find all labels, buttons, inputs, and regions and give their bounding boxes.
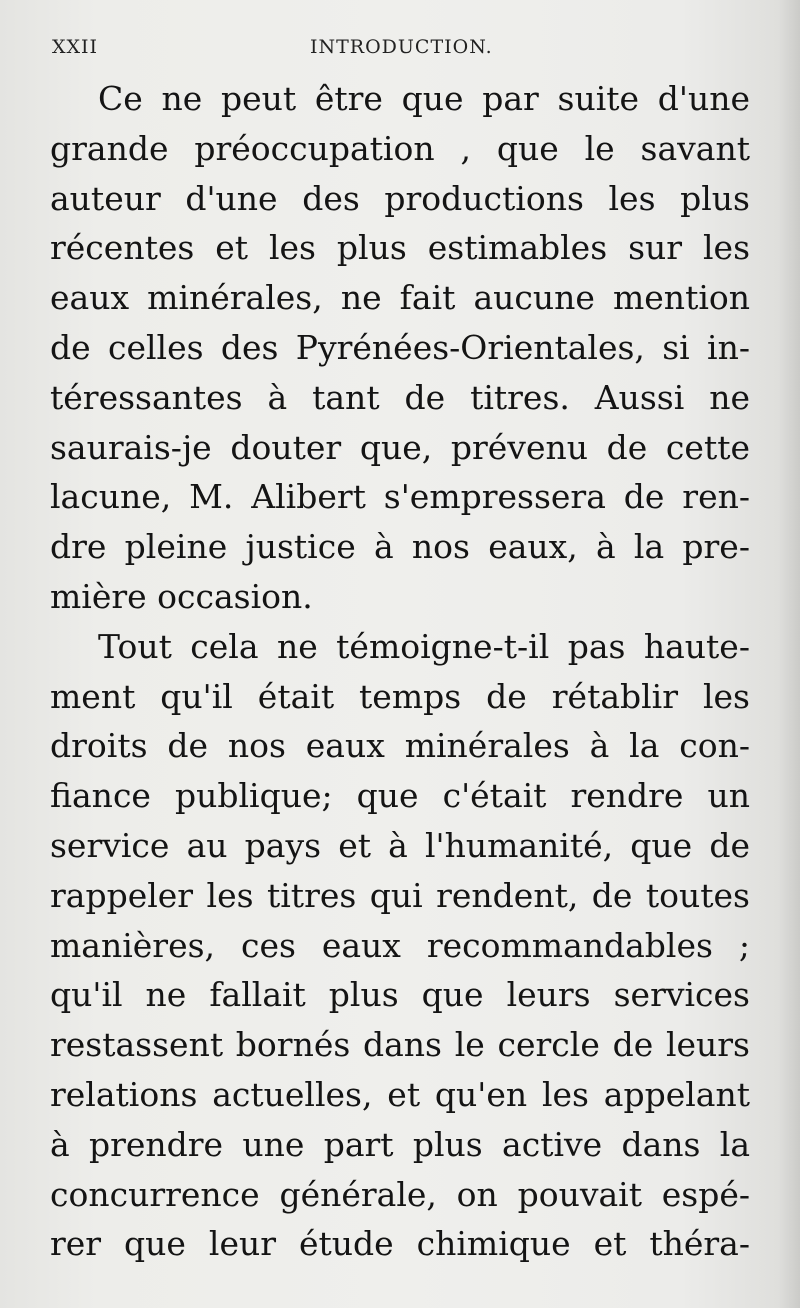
- text-line: rappeler les titres qui rendent, de toutes: [50, 875, 750, 915]
- text-line: service au pays et à l'humanité, que de: [50, 825, 750, 865]
- text-line: ment qu'il était temps de rétablir les: [50, 676, 750, 716]
- text-line: fiance publique; que c'était rendre un: [50, 776, 750, 816]
- text-line: droits de nos eaux minérales à la con-: [50, 726, 750, 766]
- text-line: de celles des Pyrénées-Orientales, si in-: [50, 327, 750, 367]
- text-line: concurrence générale, on pouvait espé-: [50, 1174, 750, 1214]
- text-line: rer que leur étude chimique et théra-: [50, 1224, 750, 1264]
- text-line: récentes et les plus estimables sur les: [50, 228, 750, 268]
- text-line: lacune, M. Alibert s'empressera de ren-: [50, 477, 750, 517]
- text-line: saurais-je douter que, prévenu de cette: [50, 427, 750, 467]
- text-line: auteur d'une des productions les plus: [50, 178, 750, 218]
- text-line: Ce ne peut être que par suite d'une: [98, 79, 750, 118]
- text-line: mière occasion.: [50, 576, 313, 616]
- page-edge-shadow: [778, 0, 800, 1308]
- text-line: grande préoccupation , que le savant: [50, 128, 750, 168]
- text-line: téressantes à tant de titres. Aussi ne: [50, 377, 750, 417]
- text-line: Tout cela ne témoigne-t-il pas haute-: [98, 626, 750, 666]
- page-number: XXII: [52, 36, 99, 58]
- text-line: qu'il ne fallait plus que leurs services: [50, 975, 750, 1015]
- text-line: relations actuelles, et qu'en les appelant: [50, 1074, 750, 1114]
- text-line: à prendre une part plus active dans la: [50, 1124, 750, 1164]
- text-line: dre pleine justice à nos eaux, à la pre-: [50, 527, 750, 567]
- running-title: INTRODUCTION.: [310, 36, 493, 58]
- text-line: eaux minérales, ne fait aucune mention: [50, 278, 750, 318]
- running-head: [52, 36, 752, 66]
- text-line: manières, ces eaux recommandables ;: [50, 925, 750, 965]
- text-line: restassent bornés dans le cercle de leurs: [50, 1025, 750, 1065]
- body-text: [50, 74, 750, 1269]
